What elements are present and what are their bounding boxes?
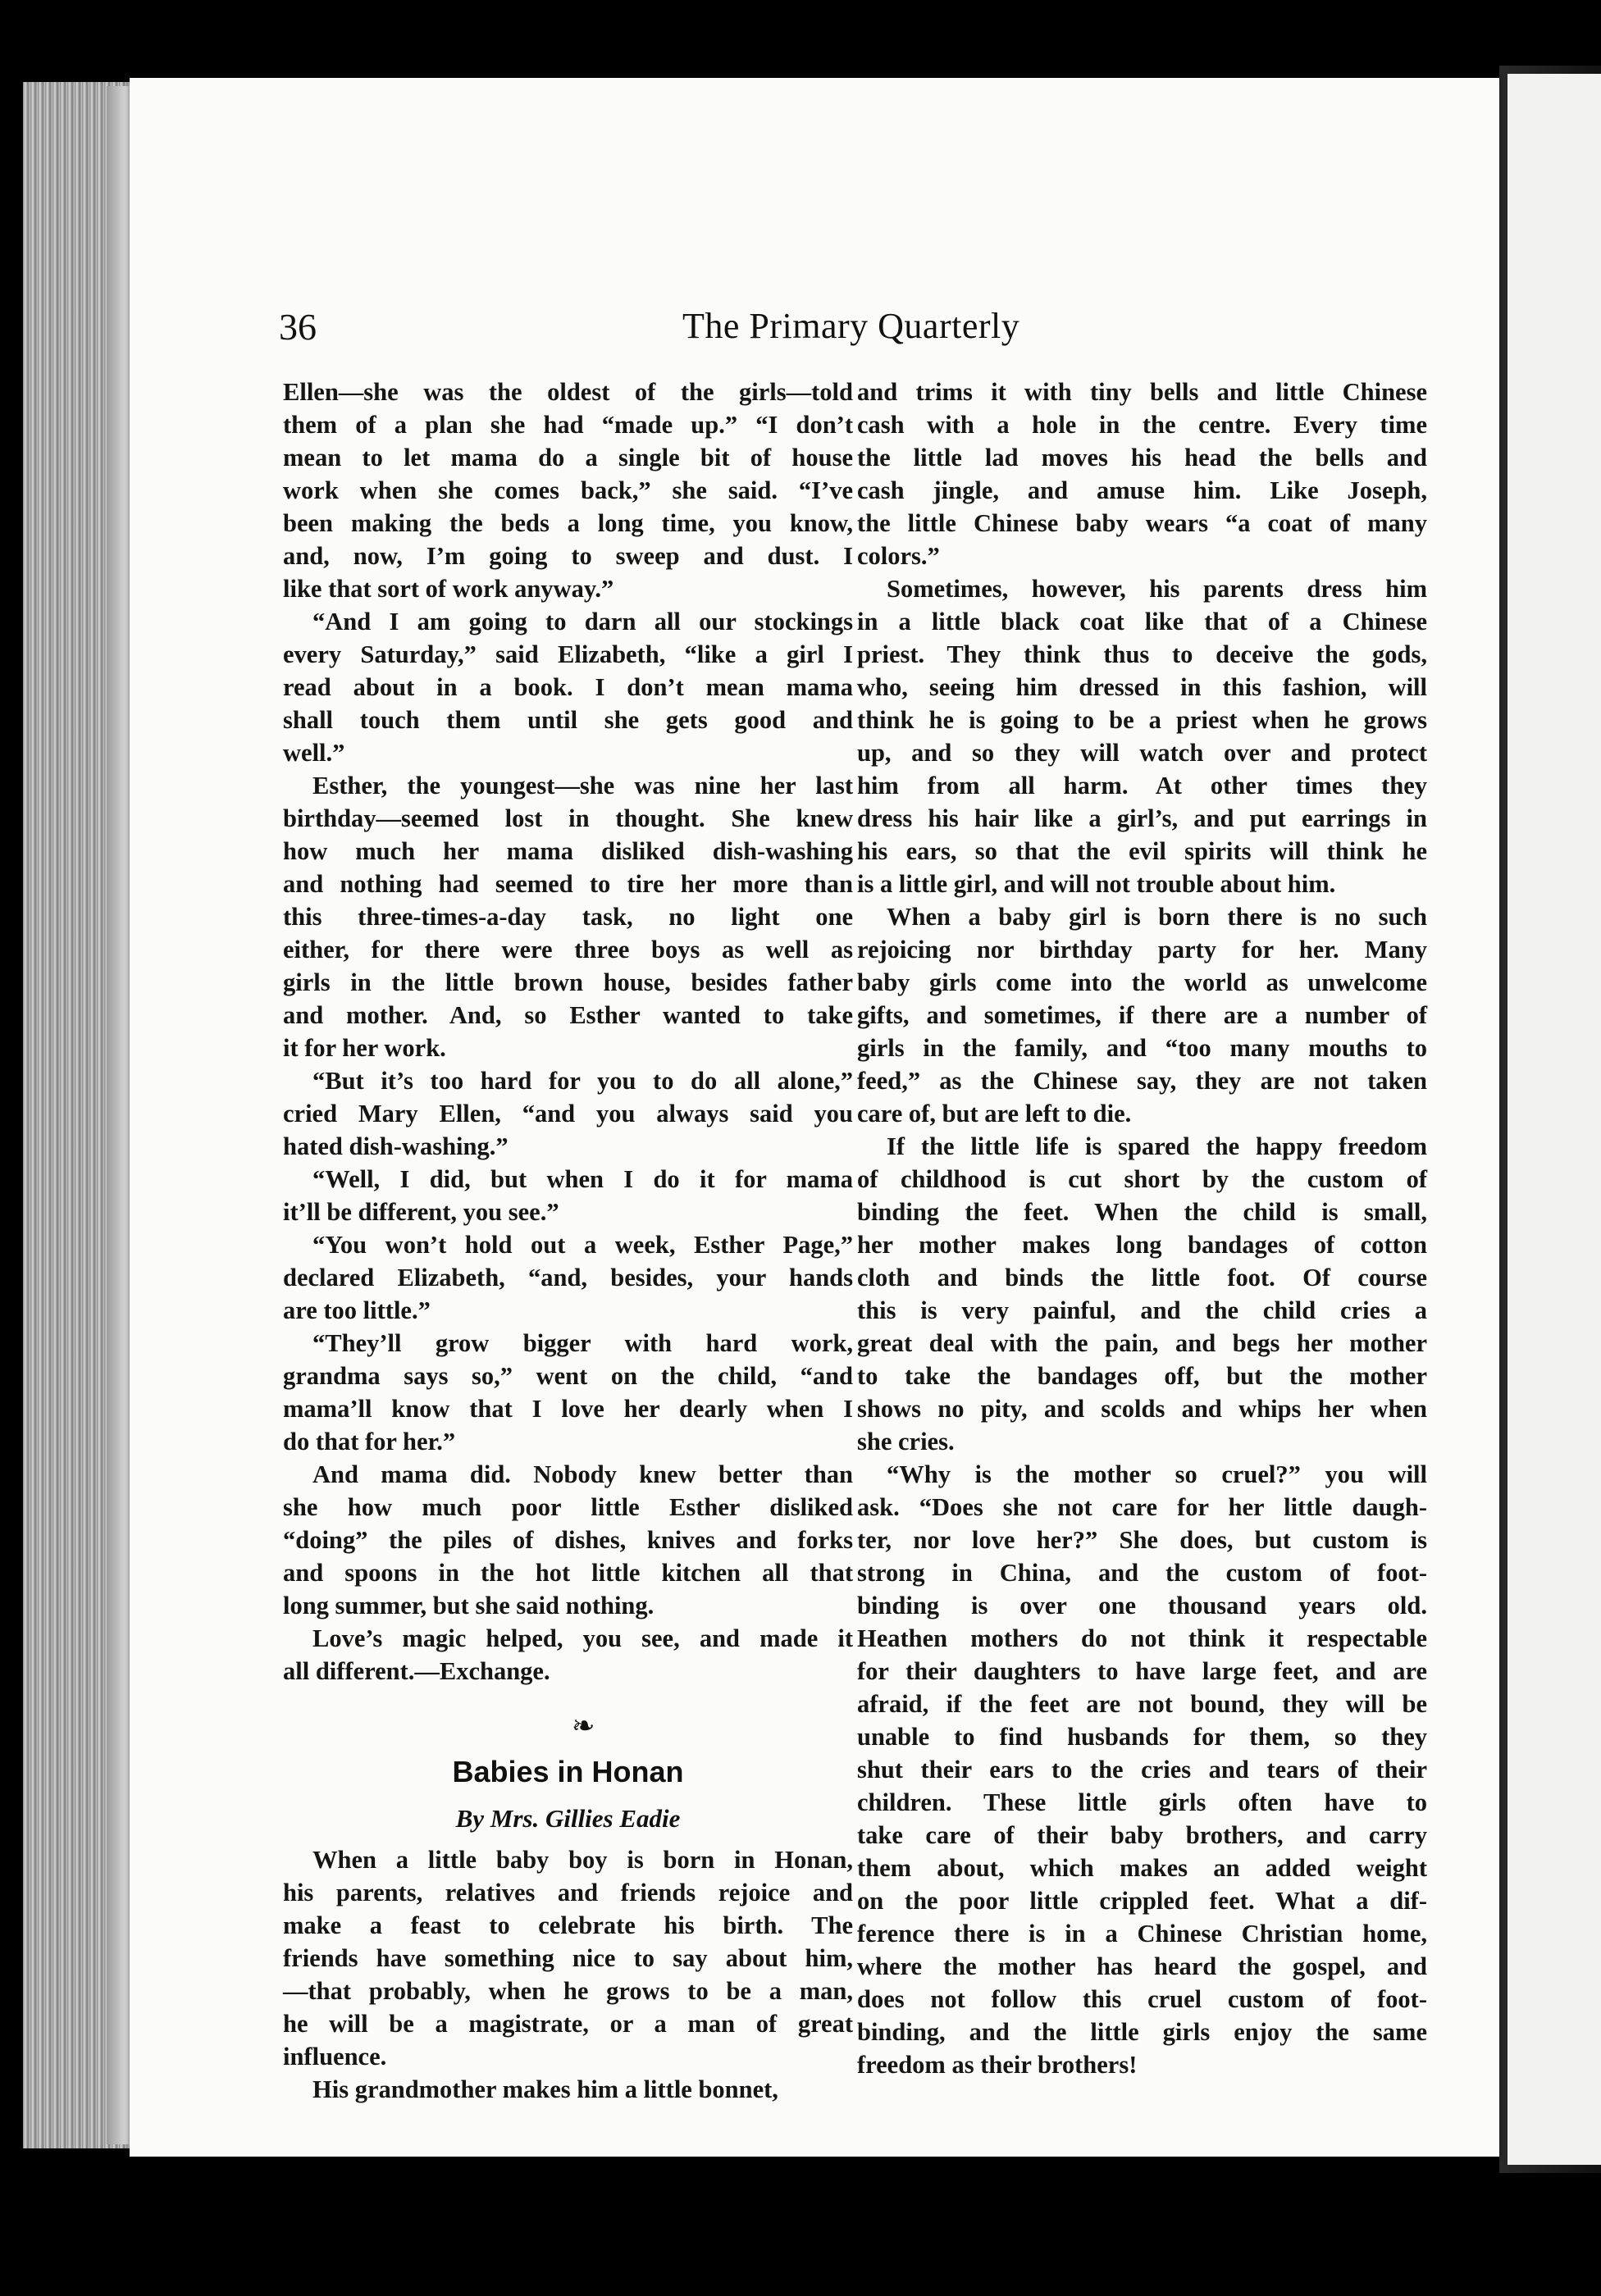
paragraph <box>857 900 1427 1130</box>
text-line: shall touch them until she gets good and <box>283 706 853 734</box>
text-line: make a feast to celebrate his birth. The <box>283 1911 853 1939</box>
article-title: Babies in Honan <box>452 1755 684 1788</box>
left-column-article <box>283 1843 853 2106</box>
text-line: the little Chinese baby wears “a coat of many <box>857 509 1427 537</box>
text-line: When a baby girl is born there is no such <box>887 903 1427 931</box>
text-line: her mother makes long bandages of cotton <box>857 1231 1427 1259</box>
text-line: does not follow this cruel custom of foot- <box>857 1985 1427 2013</box>
text-line: children. These little girls often have to <box>857 1788 1427 1816</box>
running-title: The Primary Quarterly <box>682 306 1020 346</box>
book-gutter <box>107 86 131 2144</box>
text-line: are too little.” <box>283 1296 431 1324</box>
text-line: in a little black coat like that of a Chinese <box>857 608 1427 636</box>
text-line: and, now, I’m going to sweep and dust. I <box>283 542 853 570</box>
paragraph <box>857 572 1427 900</box>
text-line: and spoons in the hot little kitchen all that <box>283 1559 853 1587</box>
text-line: read about in a book. I don’t mean mama <box>283 673 853 701</box>
text-line: long summer, but she said nothing. <box>283 1592 655 1620</box>
text-line: take care of their baby brothers, and carry <box>857 1821 1427 1849</box>
paragraph <box>283 1327 853 1458</box>
text-line: unable to find husbands for them, so they <box>857 1723 1427 1751</box>
paragraph <box>283 1064 853 1163</box>
text-line: them of a plan she had “made up.” “I don’t <box>283 411 853 439</box>
text-line: binding, and the little girls enjoy the same <box>857 2018 1427 2046</box>
text-line: girls in the little brown house, besides father <box>283 968 853 996</box>
text-line: she cries. <box>857 1428 955 1456</box>
text-line: His grandmother makes him a little bonnet, <box>312 2075 778 2103</box>
text-line: is a little girl, and will not trouble about him. <box>857 870 1336 898</box>
text-line: his ears, so that the evil spirits will think he <box>857 837 1427 865</box>
right-column <box>857 376 1427 2081</box>
text-line: influence. <box>283 2043 387 2070</box>
text-line: Esther, the youngest—she was nine her last <box>312 772 853 800</box>
text-line: binding is over one thousand years old. <box>857 1592 1427 1620</box>
text-line: mean to let mama do a single bit of house <box>283 444 853 472</box>
text-line: it for her work. <box>283 1034 446 1062</box>
text-line: baby girls come into the world as unwelcome <box>857 968 1427 996</box>
page-number: 36 <box>279 306 317 348</box>
paragraph <box>283 1163 853 1228</box>
text-line: Heathen mothers do not think it respectable <box>857 1624 1427 1652</box>
paragraph <box>283 376 853 605</box>
text-line: —that probably, when he grows to be a man, <box>283 1977 853 2005</box>
text-line: And mama did. Nobody knew better than <box>312 1460 853 1488</box>
text-line: “They’ll grow bigger with hard work, <box>312 1329 853 1357</box>
text-line: for their daughters to have large feet, and are <box>857 1657 1427 1685</box>
text-line: “But it’s too hard for you to do all alone,” <box>312 1067 853 1095</box>
text-line: “Why is the mother so cruel?” you will <box>887 1460 1427 1488</box>
text-line: afraid, if the feet are not bound, they will be <box>857 1690 1427 1718</box>
paragraph <box>283 1622 853 1688</box>
text-line: dress his hair like a girl’s, and put earrings in <box>857 804 1427 832</box>
text-line: to take the bandages off, but the mother <box>857 1362 1427 1390</box>
text-line: friends have something nice to say about him, <box>283 1944 853 1972</box>
paragraph <box>857 376 1427 572</box>
text-line: like that sort of work anyway.” <box>283 575 614 603</box>
paragraph <box>857 1458 1427 2081</box>
text-line: she how much poor little Esther disliked <box>283 1493 853 1521</box>
text-line: If the little life is spared the happy freedom <box>887 1132 1427 1160</box>
text-line: hated dish-washing.” <box>283 1132 509 1160</box>
text-line: this three-times-a-day task, no light one <box>283 903 853 931</box>
text-line: do that for her.” <box>283 1428 456 1456</box>
text-line: and nothing had seemed to tire her more than <box>283 870 853 898</box>
text-line: “You won’t hold out a week, Esther Page,” <box>312 1231 853 1259</box>
text-line: strong in China, and the custom of foot- <box>857 1559 1427 1587</box>
text-line: ference there is in a Chinese Christian home, <box>857 1920 1427 1947</box>
article-byline: By Mrs. Gillies Eadie <box>455 1804 681 1833</box>
left-column <box>283 376 853 1688</box>
text-line: he will be a magistrate, or a man of great <box>283 2010 853 2038</box>
text-line: how much her mama disliked dish-washing <box>283 837 853 865</box>
text-line: been making the beds a long time, you know, <box>283 509 853 537</box>
text-line: work when she comes back,” she said. “I’ve <box>283 476 853 504</box>
page-header <box>157 305 1453 354</box>
text-line: and mother. And, so Esther wanted to take <box>283 1001 853 1029</box>
text-line: them about, which makes an added weight <box>857 1854 1427 1882</box>
text-line: priest. They think thus to deceive the gods, <box>857 640 1427 668</box>
text-line: of childhood is cut short by the custom of <box>857 1165 1427 1193</box>
paragraph <box>283 1843 853 2073</box>
text-line: When a little baby boy is born in Honan, <box>312 1846 853 1874</box>
text-line: shut their ears to the cries and tears of their <box>857 1756 1427 1784</box>
text-line: cash jingle, and amuse him. Like Joseph, <box>857 476 1427 504</box>
text-line: “doing” the piles of dishes, knives and forks <box>283 1526 853 1554</box>
paragraph <box>857 1130 1427 1458</box>
text-line: mama’ll know that I love her dearly when I <box>283 1395 853 1423</box>
text-line: “And I am going to darn all our stockings <box>312 608 853 636</box>
text-line: “Well, I did, but when I do it for mama <box>312 1165 853 1193</box>
text-line: the little lad moves his head the bells and <box>857 444 1427 472</box>
text-line: rejoicing nor birthday party for her. Many <box>857 936 1427 963</box>
paragraph <box>283 1458 853 1622</box>
text-line: his parents, relatives and friends rejoice and <box>283 1879 853 1906</box>
text-line: care of, but are left to die. <box>857 1100 1132 1128</box>
text-line: Love’s magic helped, you see, and made it <box>312 1624 853 1652</box>
text-line: Sometimes, however, his parents dress him <box>887 575 1427 603</box>
text-line: ask. “Does she not care for her little daugh- <box>857 1493 1427 1521</box>
text-line: cloth and binds the little foot. Of course <box>857 1264 1427 1292</box>
text-line: colors.” <box>857 542 940 570</box>
text-line: declared Elizabeth, “and, besides, your hands <box>283 1264 853 1292</box>
paragraph <box>283 2073 853 2106</box>
text-line: this is very painful, and the child cries a <box>857 1296 1427 1324</box>
text-line: up, and so they will watch over and protect <box>857 739 1427 767</box>
text-line: every Saturday,” said Elizabeth, “like a girl I <box>283 640 853 668</box>
text-line: who, seeing him dressed in this fashion, will <box>857 673 1427 701</box>
text-line: it’ll be different, you see.” <box>283 1198 559 1226</box>
text-line: grandma says so,” went on the child, “and <box>283 1362 853 1390</box>
facing-page-edge <box>1507 74 1601 2165</box>
text-line: and trims it with tiny bells and little Chinese <box>857 378 1427 406</box>
paragraph <box>283 605 853 769</box>
text-line: think he is going to be a priest when he grows <box>857 706 1427 734</box>
text-line: cash with a hole in the centre. Every time <box>857 411 1427 439</box>
text-line: gifts, and sometimes, if there are a number of <box>857 1001 1427 1029</box>
paragraph <box>283 1228 853 1327</box>
paragraph <box>283 769 853 1064</box>
text-line: all different.—Exchange. <box>283 1657 550 1685</box>
text-line: ter, nor love her?” She does, but custom is <box>857 1526 1427 1554</box>
text-line: Ellen—she was the oldest of the girls—told <box>283 378 853 406</box>
text-line: feed,” as the Chinese say, they are not taken <box>857 1067 1427 1095</box>
text-line: where the mother has heard the gospel, and <box>857 1952 1427 1980</box>
section-ornament: ❧ <box>572 1711 595 1742</box>
text-line: freedom as their brothers! <box>857 2051 1138 2079</box>
text-line: well.” <box>283 739 345 767</box>
text-line: cried Mary Ellen, “and you always said you <box>283 1100 853 1128</box>
text-line: either, for there were three boys as well as <box>283 936 853 963</box>
text-line: him from all harm. At other times they <box>857 772 1427 800</box>
text-line: on the poor little crippled feet. What a dif- <box>857 1887 1427 1915</box>
text-line: birthday—seemed lost in thought. She knew <box>283 804 853 832</box>
text-line: great deal with the pain, and begs her mother <box>857 1329 1427 1357</box>
text-line: binding the feet. When the child is small, <box>857 1198 1427 1226</box>
text-line: girls in the family, and “too many mouths to <box>857 1034 1427 1062</box>
text-line: shows no pity, and scolds and whips her when <box>857 1395 1427 1423</box>
